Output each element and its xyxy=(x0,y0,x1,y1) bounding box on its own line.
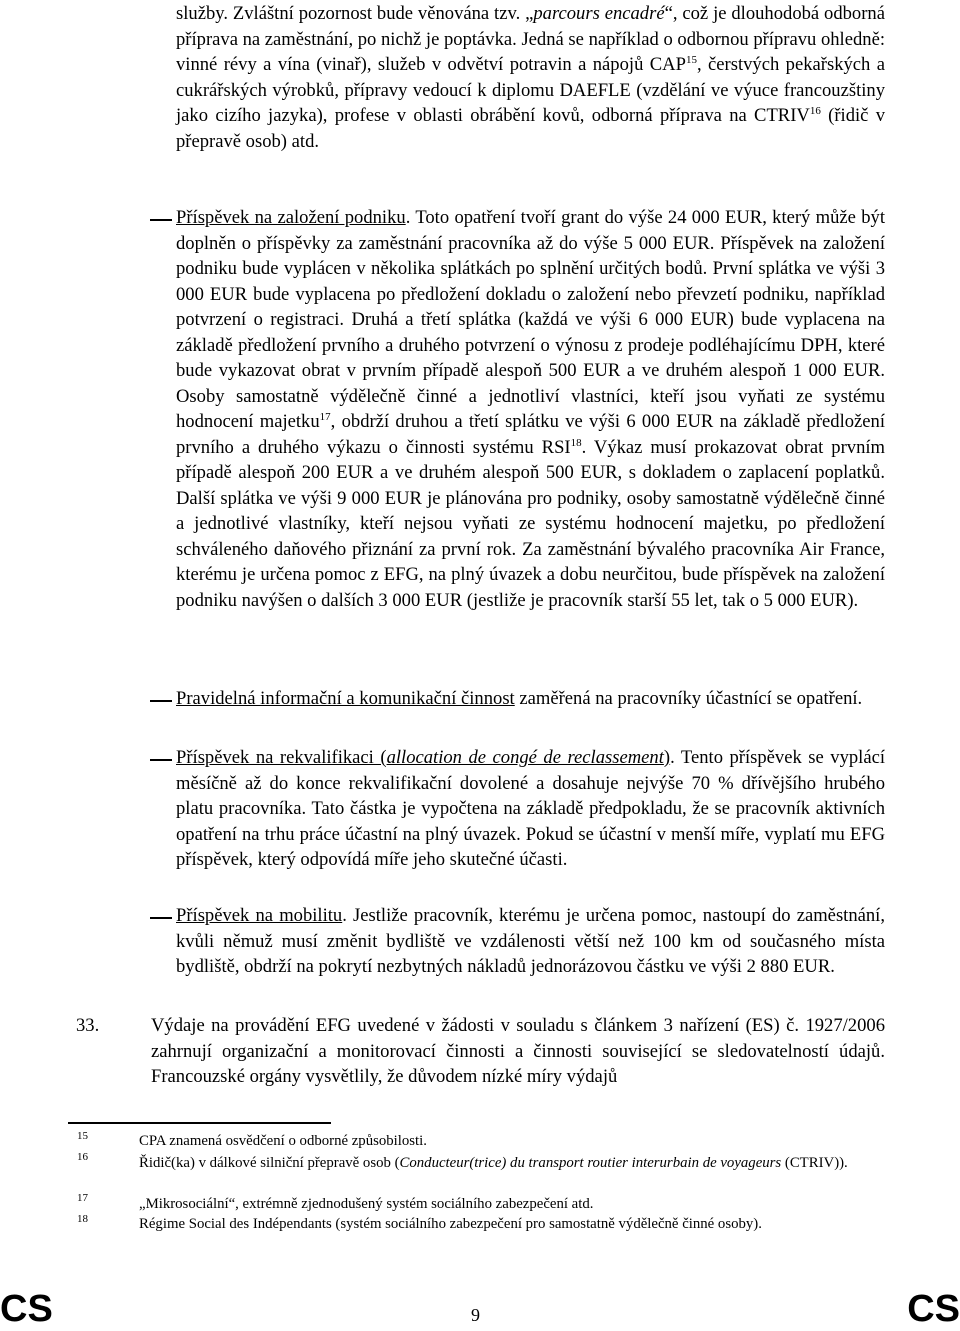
intro-paragraph xyxy=(176,1,885,154)
bullet-business-grant-body-2: , obdrží druhou a třetí splátku ve výši 6 000 EUR na základě předložení prvního a druhého výkazu o činnosti systému RSI xyxy=(176,411,886,458)
footnote-ref-18: 18 xyxy=(570,436,582,449)
bullet-mobility-title: Příspěvek na mobilitu xyxy=(176,905,343,926)
bullet-dash-1 xyxy=(150,219,172,221)
bullet-mobility-allowance xyxy=(176,903,885,980)
bullet-information-activity xyxy=(176,686,885,712)
bullet-dash-2 xyxy=(150,700,172,702)
section-number-33: 33. xyxy=(76,1015,100,1036)
footnote-ref-15: 15 xyxy=(685,54,697,66)
footnote-ref-16: 16 xyxy=(809,105,821,117)
section-33-text: Výdaje na provádění EFG uvedené v žádosti v souladu s článkem 3 nařízení (ES) č. 1927/2006 zahrnují organizační a monitorovací činnosti a činnosti související se sledovatelností údajů. Francouzské orgány vysvětlily, že důvodem nízké míry výdajů xyxy=(151,1015,885,1087)
bullet-dash-3 xyxy=(150,759,172,761)
footnote-mark-15: 15 xyxy=(77,1130,88,1142)
bullet-dash-4 xyxy=(150,917,172,919)
footnote-mark-18: 18 xyxy=(77,1213,88,1225)
footer-language-code-left: CS xyxy=(0,1288,53,1330)
footnote-mark-17: 17 xyxy=(77,1192,88,1204)
footnote-17: „Mikrosociální“, extrémně zjednodušený systém sociálního zabezpečení atd. xyxy=(139,1196,594,1212)
footnote-16: Řidič(ka) v dálkové silniční přepravě osob (Conducteur(trice) du transport routier interurbain de voyageurs (CTRIV)). xyxy=(139,1155,848,1171)
bullet-business-grant-body-3: . Výkaz musí prokazovat obrat prvním případě alespoň 200 EUR a ve druhém alespoň 500 EUR, s dokladem o zaplacení poplatků. Další splátka ve výši 9 000 EUR je plánována pro podniky, osoby samostatně výdělečně činné a jednotlivé vlastníky, kteří nejsou vyňati ze systému hodnocení majetku, po předložení schváleného daňového přiznání za první rok. Za zaměstnání bývalého pracovníka Air France, kterému je určena pomoc z EFG, na plný úvazek a dobu neurčitou, bude příspěvek na založení podniku navýšen o dalších 3 000 EUR (jestliže je pracovník starší 55 let, tak o 5 000 EUR). xyxy=(176,436,886,611)
footnote-18: Régime Social des Indépendants (systém sociálního zabezpečení pro samostatně výdělečně činné osoby). xyxy=(139,1216,762,1232)
bullet-business-grant-title: Příspěvek na založení podniku xyxy=(176,207,406,228)
intro-text-2: “, což je dlouhodobá odborná příprava na zaměstnání, po nichž je poptávka. Jedná se například o odbornou přípravu ohledně: vinné révy a vína (vinař), služeb v odvětví potravin a nápojů CAP xyxy=(176,3,885,75)
intro-text-1: služby. Zvláštní pozornost bude věnována tzv. „ xyxy=(176,3,534,24)
bullet-reclassification-allowance xyxy=(176,745,885,873)
bullet-reclassification-italic: allocation de congé de reclassement xyxy=(386,747,664,768)
intro-text-3: , čerstvých pekařských a cukrářských výrobků, přípravy vedoucí k diplomu DAEFLE (vzdělání ve výuce francouzštiny jako cizího jazyka), profese v oblasti obrábění kovů, odborná příprava na CTRIV xyxy=(176,54,886,126)
bullet-business-grant xyxy=(176,205,885,613)
footer-language-code-right: CS xyxy=(907,1288,960,1330)
bullet-reclassification-body: . Tento příspěvek se vyplácí měsíčně až do konce rekvalifikační dovolené a dosahuje nejvýše 70 % dřívějšího hrubého platu pracovníka. Tato částka je vypočtena na základě předpokladu, že se pracovník aktivních opatření na trhu práce účastní na plný úvazek. Pokud se účastní v menší míře, vyplatí mu EFG příspěvek, který odpovídá míře jeho skutečné účasti. xyxy=(176,747,886,870)
intro-text-4: (řidič v přepravě osob) atd. xyxy=(176,105,886,152)
bullet-reclassification-title: Příspěvek na rekvalifikaci (allocation de congé de reclassement) xyxy=(176,747,671,768)
footnote-ref-17: 17 xyxy=(319,411,331,423)
bullet-mobility-body: . Jestliže pracovník, kterému je určena pomoc, nastoupí do zaměstnání, kvůli němuž musí změnit bydliště ve vzdálenosti větší než 100 km od současného místa bydliště, obdrží na pokrytí nezbytných nákladů jednorázovou částku ve výši 2 880 EUR. xyxy=(176,905,886,977)
footnote-15: CPA znamená osvědčení o odborné způsobilosti. xyxy=(139,1133,427,1149)
bullet-information-title: Pravidelná informační a komunikační činnost xyxy=(176,688,515,709)
footnote-16-italic: Conducteur(trice) du transport routier interurbain de voyageurs xyxy=(399,1155,782,1171)
page-number: 9 xyxy=(471,1305,480,1325)
intro-italic-term: parcours encadré xyxy=(533,3,665,24)
bullet-business-grant-body-1: . Toto opatření tvoří grant do výše 24 000 EUR, který může být doplněn o příspěvky za zaměstnání pracovníka až do výše 5 000 EUR. Příspěvek na založení podniku bude vyplácen v několika splátkách po splnění určitých bodů. První splátka ve výši 3 000 EUR bude vyplacena po předložení dokladu o založení nebo převzetí podniku, například potvrzení o registraci. Druhá a třetí splátka (každá ve výši 6 000 EUR) bude vyplacena na základě předložení prvního a druhého potvrzení o výnosu z prodeje podléhajícímu DPH, které bude vykazovat obrat v prvním případě alespoň 500 EUR a ve druhém alespoň 1 000 EUR. Osoby samostatně výdělečně činné a jednotliví vlastníci, kteří jsou vyňati ze systému hodnocení majetku xyxy=(176,207,885,432)
footnote-separator xyxy=(68,1122,331,1124)
bullet-information-body: zaměřená na pracovníky účastnící se opatření. xyxy=(514,688,863,709)
footnote-mark-16: 16 xyxy=(77,1151,88,1163)
